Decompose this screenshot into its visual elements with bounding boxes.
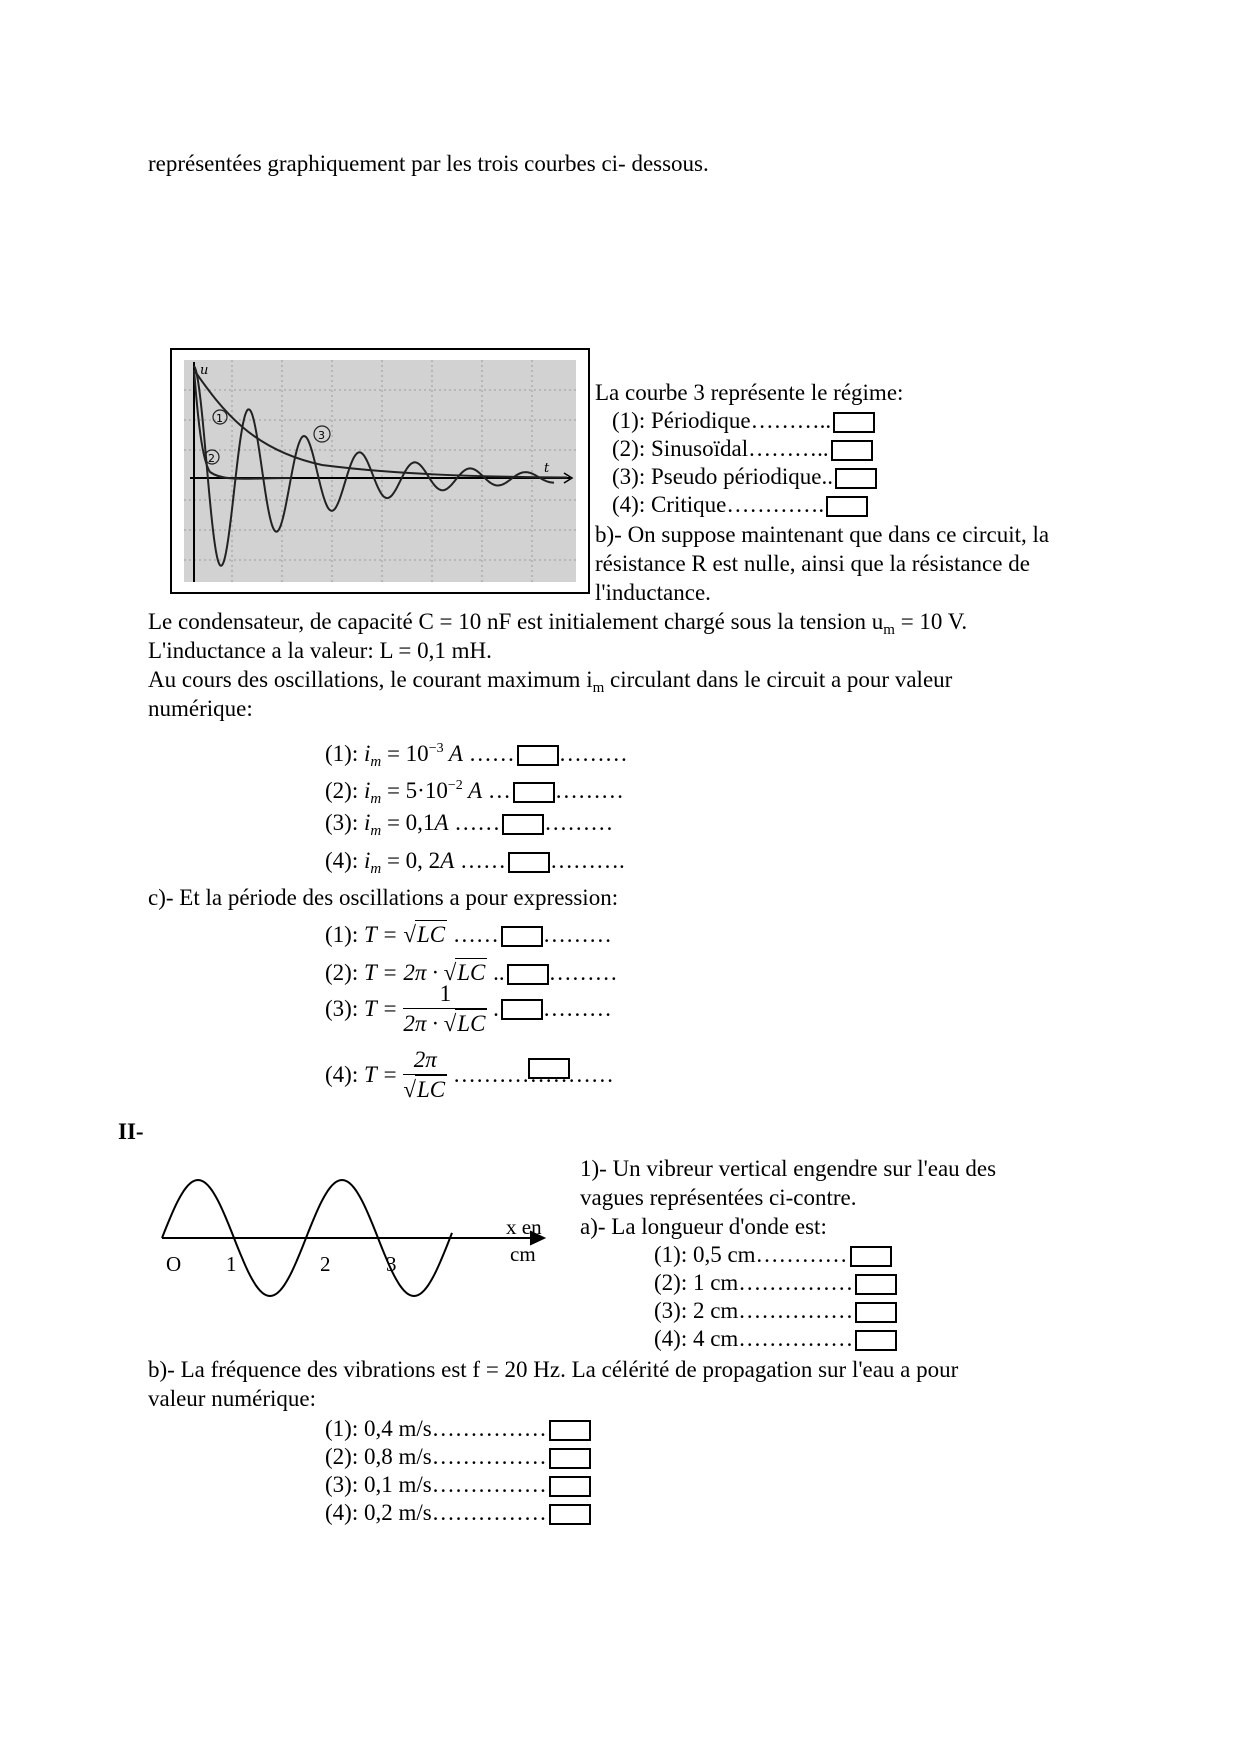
- answer-checkbox[interactable]: [549, 1420, 591, 1441]
- inductance-statement: L'inductance a la valeur: L = 0,1 mH.: [148, 638, 492, 663]
- wave-tick-3: 3: [386, 1252, 397, 1276]
- period-option-1: (1): T = √LC …… ………: [325, 922, 612, 947]
- answer-checkbox[interactable]: [831, 440, 873, 461]
- wavelength-option-4: (4): 4 cm……………: [654, 1325, 897, 1353]
- wave-origin-label: O: [166, 1252, 182, 1276]
- current-option-2: (2): $i_m = 5\cdot 10^{-2}$ A … ………: [325, 778, 624, 807]
- wavelength-option-2: (2): 1 cm……………: [654, 1269, 897, 1297]
- curve-label-3: 3: [318, 429, 325, 442]
- wave-axis-unit: cm: [510, 1242, 536, 1266]
- answer-checkbox[interactable]: [508, 852, 550, 873]
- regime-option-2: (2): Sinusoïdal………..: [612, 435, 873, 463]
- regime-option-1: (1): Périodique………..: [612, 407, 875, 435]
- vibreur-text-1: 1)- Un vibreur vertical engendre sur l'eau des: [580, 1156, 997, 1181]
- wavelength-option-1: (1): 0,5 cm…………: [654, 1241, 892, 1269]
- answer-checkbox[interactable]: [549, 1504, 591, 1525]
- answer-checkbox[interactable]: [513, 782, 555, 803]
- answer-checkbox[interactable]: [517, 745, 559, 766]
- answer-checkbox[interactable]: [850, 1246, 892, 1267]
- wavelength-option-3: (3): 2 cm……………: [654, 1297, 897, 1325]
- answer-checkbox[interactable]: [826, 496, 868, 517]
- regime-question: La courbe 3 représente le régime:: [595, 380, 904, 405]
- frequency-statement: b)- La fréquence des vibrations est f = 20 Hz. La célérité de propagation sur l'eau a pour: [148, 1357, 959, 1382]
- current-question: Au cours des oscillations, le courant maximum $i_m$ circulant dans le circuit a pour valeur: [148, 667, 953, 696]
- current-question-cont: numérique:: [148, 696, 253, 721]
- axis-x-label: t: [544, 461, 550, 476]
- section-heading: II-: [118, 1119, 144, 1144]
- speed-option-3: (3): 0,1 m/s……………: [325, 1471, 591, 1499]
- frequency-statement-cont: valeur numérique:: [148, 1386, 316, 1411]
- answer-checkbox[interactable]: [502, 814, 544, 835]
- capacitor-statement: Le condensateur, de capacité C = 10 nF est initialement chargé sous la tension $u_m = 10$ V.: [148, 609, 968, 638]
- fraction: $\frac{2\pi}{√LC}$: [403, 1047, 446, 1102]
- period-option-2: (2): T = 2π · √LC .. ………: [325, 960, 618, 985]
- speed-option-2: (2): 0,8 m/s……………: [325, 1443, 591, 1471]
- fraction: $\frac{1}{2\pi \cdot √LC}$: [403, 981, 486, 1036]
- speed-option-1: (1): 0,4 m/s……………: [325, 1415, 591, 1443]
- question-b-intro: b)- On suppose maintenant que dans ce circuit, la résistance R est nulle, ainsi que la résistance de l'inductance.: [595, 522, 1050, 605]
- answer-checkbox[interactable]: [855, 1302, 897, 1323]
- wave-graph: [150, 1145, 570, 1335]
- current-option-4: (4): $i_m = 0$, 2A …… ……….: [325, 848, 625, 877]
- answer-checkbox[interactable]: [549, 1476, 591, 1497]
- regime-option-4: (4): Critique………….: [612, 491, 868, 519]
- answer-checkbox[interactable]: [549, 1448, 591, 1469]
- speed-option-4: (4): 0,2 m/s……………: [325, 1499, 591, 1527]
- answer-checkbox[interactable]: [501, 926, 543, 947]
- axis-y-label: u: [200, 363, 209, 378]
- wave-tick-2: 2: [320, 1252, 331, 1276]
- period-question: c)- Et la période des oscillations a pour expression:: [148, 885, 619, 910]
- wavelength-question: a)- La longueur d'onde est:: [580, 1214, 827, 1239]
- regime-option-3: (3): Pseudo périodique..: [612, 463, 877, 491]
- intro-text: représentées graphiquement par les trois courbes ci- dessous.: [148, 151, 709, 176]
- wave-axis-label: x en: [506, 1215, 542, 1239]
- current-option-3: (3): $i_m = 0,1A$ …… ………: [325, 810, 614, 839]
- answer-checkbox[interactable]: [855, 1330, 897, 1351]
- oscillogram-figure: [170, 348, 590, 594]
- curve-label-1: 1: [216, 412, 223, 425]
- curve-label-2: 2: [208, 452, 215, 465]
- answer-checkbox[interactable]: [501, 999, 543, 1020]
- wave-tick-1: 1: [226, 1252, 237, 1276]
- answer-checkbox[interactable]: [528, 1058, 570, 1079]
- period-option-3: (3): T = $\frac{1}{2\pi \cdot √LC}$ . ………: [325, 981, 612, 1036]
- vibreur-text-2: vagues représentées ci-contre.: [580, 1185, 857, 1210]
- answer-checkbox[interactable]: [835, 468, 877, 489]
- answer-checkbox[interactable]: [833, 412, 875, 433]
- oscillogram-svg: [172, 350, 588, 592]
- period-option-4: (4): T = $\frac{2\pi}{√LC}$ …………………: [325, 1047, 614, 1102]
- current-option-1: (1): $i_m = 10^{-3}$ A …… ………: [325, 741, 628, 770]
- answer-checkbox[interactable]: [855, 1274, 897, 1295]
